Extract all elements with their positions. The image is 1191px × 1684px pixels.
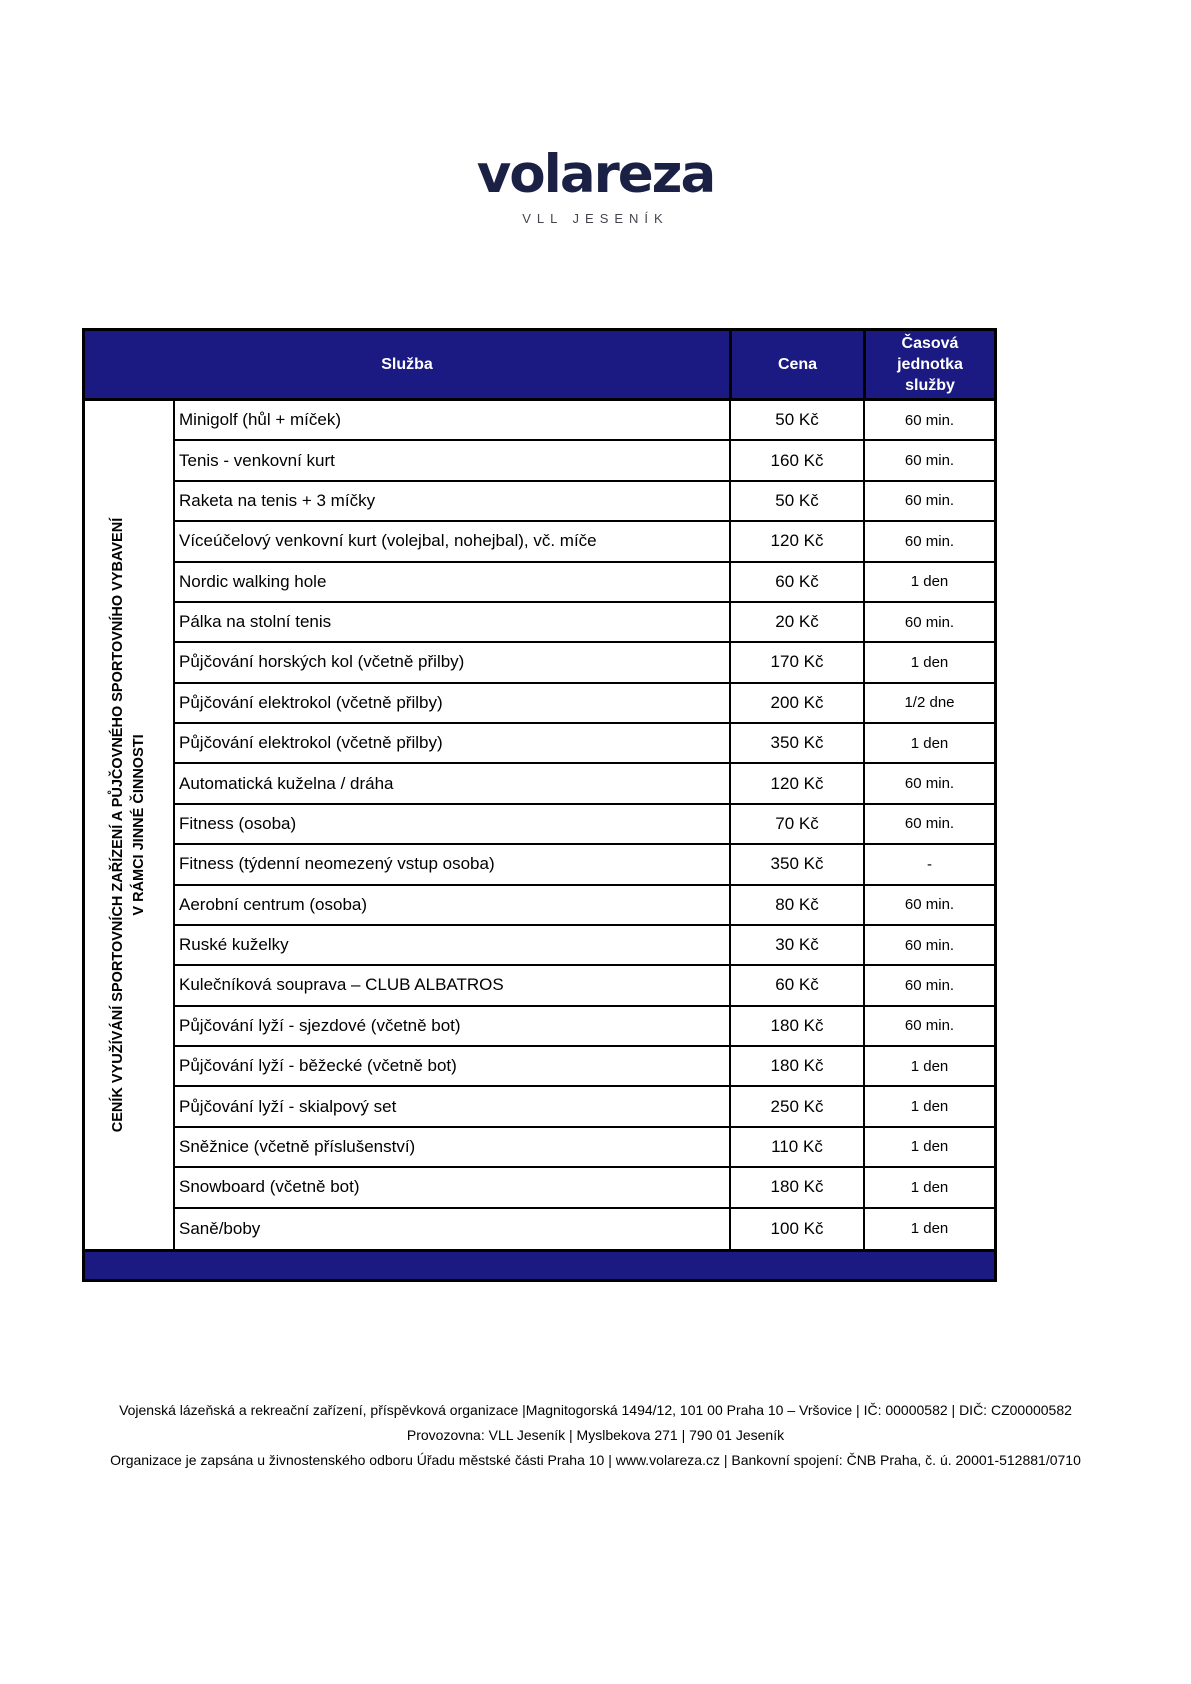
time-unit-cell: 1 den: [863, 1168, 994, 1206]
price-cell: 350 Kč: [729, 724, 863, 762]
table-row: [173, 482, 994, 522]
time-unit-cell: 60 min.: [863, 1007, 994, 1045]
table-row: [173, 845, 994, 885]
footer-line1: Vojenská lázeňská a rekreační zařízení, příspěvková organizace |Magnitogorská 1494/12, 101 00 Praha 10 – Vršovice | IČ: 00000582 | DIČ: CZ00000582: [119, 1402, 1072, 1418]
time-unit-cell: 1 den: [863, 1128, 994, 1166]
price-cell: 20 Kč: [729, 603, 863, 641]
price-cell: 160 Kč: [729, 441, 863, 479]
side-title-cell: [85, 401, 173, 1249]
price-cell: 60 Kč: [729, 563, 863, 601]
service-cell: Saně/boby: [173, 1209, 729, 1249]
time-unit-cell: -: [863, 845, 994, 883]
price-cell: 180 Kč: [729, 1047, 863, 1085]
header-price: Cena: [729, 331, 863, 398]
price-cell: 100 Kč: [729, 1209, 863, 1249]
time-unit-cell: 1 den: [863, 1209, 994, 1249]
table-bottom-bar: [85, 1249, 994, 1279]
price-cell: 120 Kč: [729, 522, 863, 560]
price-cell: 200 Kč: [729, 684, 863, 722]
time-unit-cell: 1 den: [863, 643, 994, 681]
table-row: [173, 522, 994, 562]
table-body: [85, 401, 994, 1249]
service-cell: Půjčování lyží - skialpový set: [173, 1087, 729, 1125]
service-cell: Půjčování lyží - běžecké (včetně bot): [173, 1047, 729, 1085]
price-cell: 30 Kč: [729, 926, 863, 964]
side-title-line2: V RÁMCI JINNÉ ČINNOSTI: [131, 734, 147, 916]
table-row: [173, 563, 994, 603]
footer-line3: Organizace je zapsána u živnostenského odboru Úřadu městské části Praha 10 | www.volareza.cz | Bankovní spojení: ČNB Praha, č. ú. 20001-512881/0710: [110, 1452, 1081, 1468]
service-cell: Aerobní centrum (osoba): [173, 886, 729, 924]
price-cell: 50 Kč: [729, 401, 863, 439]
time-unit-cell: 1 den: [863, 1087, 994, 1125]
time-unit-cell: 60 min.: [863, 886, 994, 924]
footer-line2: Provozovna: VLL Jeseník | Myslbekova 271 | 790 01 Jeseník: [406, 1427, 785, 1443]
time-unit-cell: 60 min.: [863, 966, 994, 1004]
time-unit-cell: 60 min.: [863, 441, 994, 479]
service-cell: Půjčování horských kol (včetně přilby): [173, 643, 729, 681]
time-unit-cell: 60 min.: [863, 603, 994, 641]
service-cell: Půjčování lyží - sjezdové (včetně bot): [173, 1007, 729, 1045]
table-rows: [173, 401, 994, 1249]
price-cell: 170 Kč: [729, 643, 863, 681]
service-cell: Nordic walking hole: [173, 563, 729, 601]
service-cell: Víceúčelový venkovní kurt (volejbal, nohejbal), vč. míče: [173, 522, 729, 560]
table-row: [173, 926, 994, 966]
price-cell: 180 Kč: [729, 1007, 863, 1045]
service-cell: Ruské kuželky: [173, 926, 729, 964]
service-cell: Raketa na tenis + 3 míčky: [173, 482, 729, 520]
table-header-row: [85, 331, 994, 401]
service-cell: Automatická kuželna / dráha: [173, 764, 729, 802]
table-row: [173, 1007, 994, 1047]
time-unit-cell: 60 min.: [863, 764, 994, 802]
service-cell: Minigolf (hůl + míček): [173, 401, 729, 439]
table-row: [173, 805, 994, 845]
price-cell: 350 Kč: [729, 845, 863, 883]
logo-subtitle: VLL JESENÍK: [522, 211, 669, 226]
service-cell: Pálka na stolní tenis: [173, 603, 729, 641]
price-cell: 110 Kč: [729, 1128, 863, 1166]
price-cell: 60 Kč: [729, 966, 863, 1004]
time-unit-cell: 60 min.: [863, 401, 994, 439]
table-row: [173, 1168, 994, 1208]
time-unit-cell: 60 min.: [863, 522, 994, 560]
price-cell: 250 Kč: [729, 1087, 863, 1125]
table-row: [173, 966, 994, 1006]
table-row: [173, 1047, 994, 1087]
side-title-line1: CENÍK VYUŽÍVÁNÍ SPORTOVNÍCH ZAŘÍZENÍ A PŮJČOVNÉHO SPORTOVNÍHO VYBAVENÍ: [110, 517, 126, 1133]
table-row: [173, 684, 994, 724]
time-unit-cell: 60 min.: [863, 926, 994, 964]
service-cell: Snowboard (včetně bot): [173, 1168, 729, 1206]
table-row: [173, 724, 994, 764]
service-cell: Tenis - venkovní kurt: [173, 441, 729, 479]
price-cell: 120 Kč: [729, 764, 863, 802]
service-cell: Kulečníková souprava – CLUB ALBATROS: [173, 966, 729, 1004]
time-unit-cell: 1 den: [863, 563, 994, 601]
service-cell: Půjčování elektrokol (včetně přilby): [173, 724, 729, 762]
price-cell: 80 Kč: [729, 886, 863, 924]
service-cell: Fitness (týdenní neomezený vstup osoba): [173, 845, 729, 883]
service-cell: Půjčování elektrokol (včetně přilby): [173, 684, 729, 722]
logo: [0, 146, 1191, 226]
table-row: [173, 1128, 994, 1168]
table-row: [173, 1209, 994, 1249]
page-footer: [0, 1398, 1191, 1473]
time-unit-cell: 60 min.: [863, 805, 994, 843]
table-row: [173, 441, 994, 481]
time-unit-cell: 1 den: [863, 1047, 994, 1085]
price-cell: 50 Kč: [729, 482, 863, 520]
price-table: [82, 328, 997, 1282]
time-unit-cell: 1/2 dne: [863, 684, 994, 722]
header-service: Služba: [381, 356, 433, 373]
header-time-unit: Časová jednotka služby: [863, 331, 994, 398]
table-row: [173, 401, 994, 441]
service-cell: Fitness (osoba): [173, 805, 729, 843]
service-cell: Sněžnice (včetně příslušenství): [173, 1128, 729, 1166]
table-row: [173, 1087, 994, 1127]
time-unit-cell: 1 den: [863, 724, 994, 762]
price-cell: 70 Kč: [729, 805, 863, 843]
logo-brand-text: volareza: [476, 144, 715, 205]
table-row: [173, 603, 994, 643]
table-row: [173, 643, 994, 683]
time-unit-cell: 60 min.: [863, 482, 994, 520]
price-list-side-title: [108, 518, 150, 1132]
table-row: [173, 764, 994, 804]
table-row: [173, 886, 994, 926]
price-cell: 180 Kč: [729, 1168, 863, 1206]
